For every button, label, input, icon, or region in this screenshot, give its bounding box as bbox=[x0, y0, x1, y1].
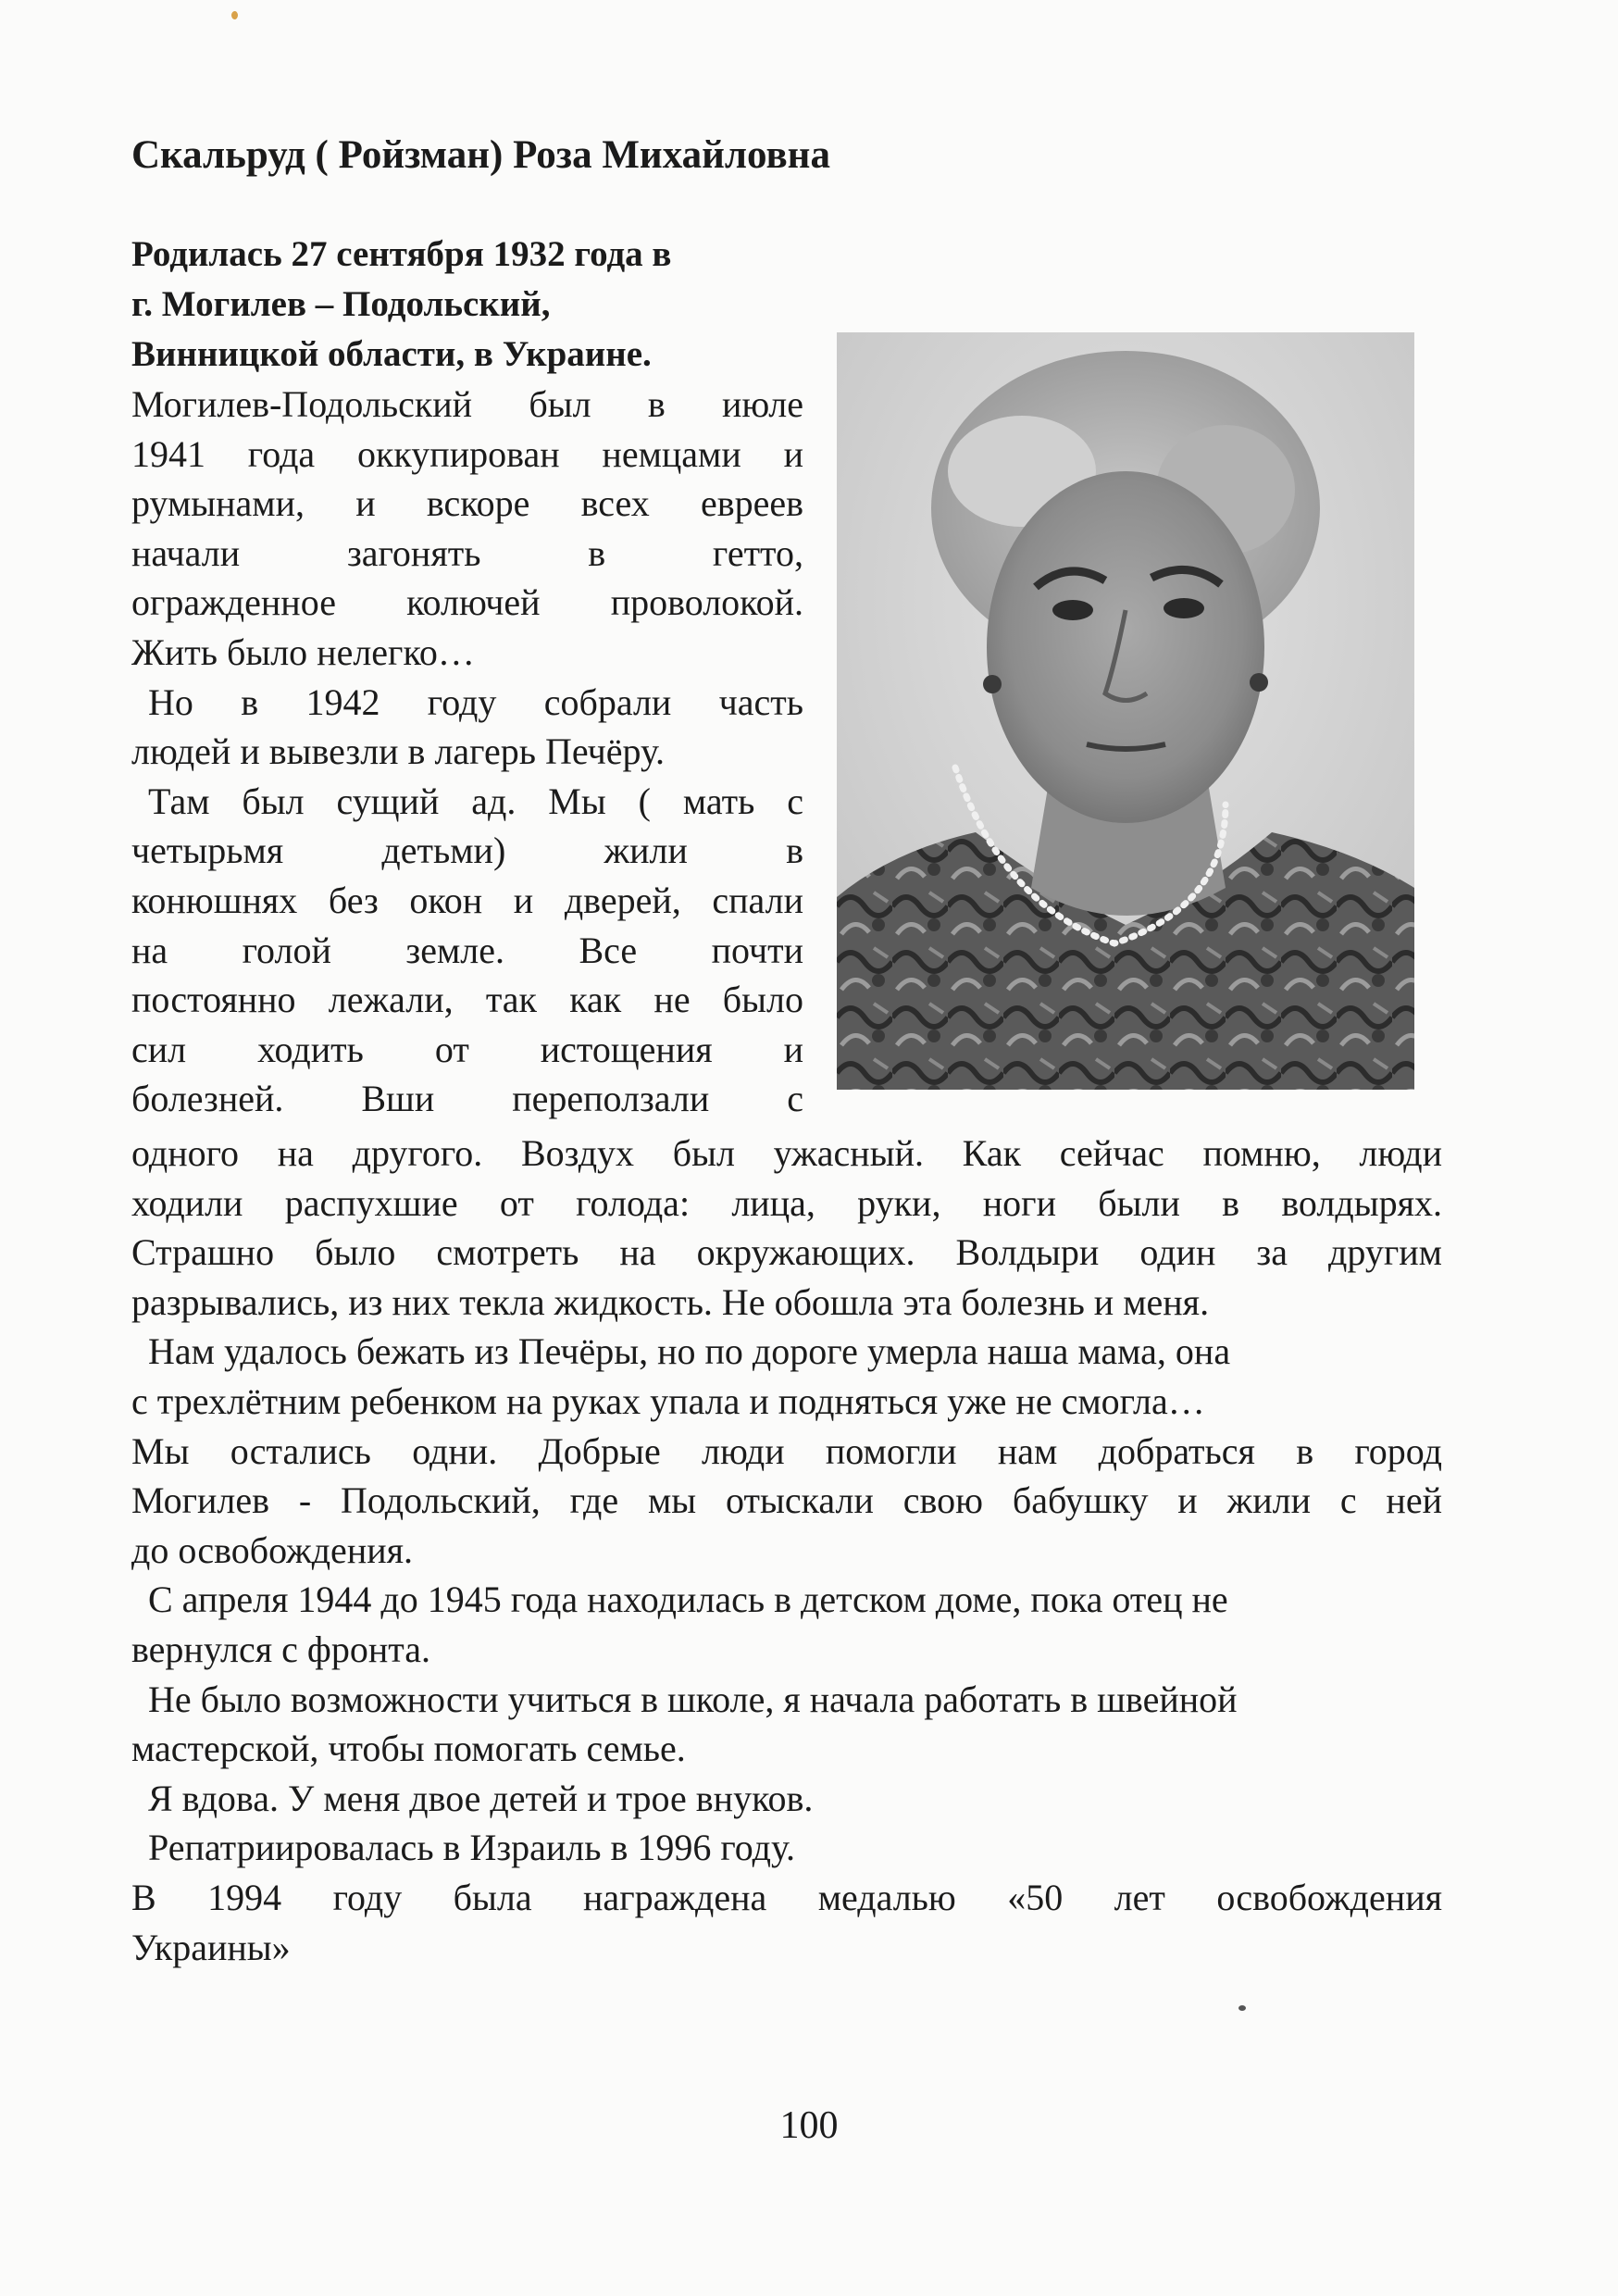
text-line: с трехлётним ребенком на руках упала и подняться уже не смогла… bbox=[131, 1379, 1205, 1422]
text-line: огражденное колючей проволокой. bbox=[131, 581, 803, 624]
text-line: В 1994 году была награждена медалью «50 лет освобождения bbox=[131, 1876, 1442, 1918]
text-line: Украины» bbox=[131, 1926, 291, 1968]
text-line: четырьмя детьми) жили в bbox=[131, 830, 803, 872]
text-line: Нам удалось бежать из Печёры, но по дороге умерла наша мама, она bbox=[148, 1330, 1231, 1373]
text-line: Там был сущий ад. Мы ( мать с bbox=[148, 780, 803, 822]
text-line: конюшнях без окон и дверей, спали bbox=[131, 879, 803, 921]
text-line: Я вдова. У меня двое детей и трое внуков. bbox=[148, 1777, 814, 1819]
text-line: людей и вывезли в лагерь Печёру. bbox=[131, 730, 666, 773]
intro-line: Родилась 27 сентября 1932 года в bbox=[131, 234, 672, 274]
text-line: С апреля 1944 до 1945 года находилась в детском доме, пока отец не bbox=[148, 1578, 1228, 1621]
page-number: 100 bbox=[779, 2104, 839, 2147]
text-line: вернулся с фронта. bbox=[131, 1628, 430, 1670]
text-line: мастерской, чтобы помогать семье. bbox=[131, 1728, 686, 1770]
text-line: одного на другого. Воздух был ужасный. Как сейчас помню, люди bbox=[131, 1132, 1442, 1174]
intro-block bbox=[131, 230, 807, 380]
text-line: разрывались, из них текла жидкость. Не обошла эта болезнь и меня. bbox=[131, 1280, 1210, 1323]
text-line: Могилев-Подольский был в июле bbox=[131, 383, 803, 425]
text-line: Мы остались одни. Добрые люди помогли нам добраться в город bbox=[131, 1429, 1442, 1472]
text-line: сил ходить от истощения и bbox=[131, 1028, 803, 1070]
text-line: Но в 1942 году собрали часть bbox=[148, 680, 803, 723]
portrait-photo bbox=[837, 332, 1414, 1090]
text-line: Репатриировалась в Израиль в 1996 году. bbox=[148, 1827, 795, 1869]
text-line: болезней. Вши переползали с bbox=[131, 1078, 803, 1120]
wide-text-block bbox=[131, 1129, 1442, 1972]
text-line: 1941 года оккупирован немцами и bbox=[131, 432, 803, 475]
text-line: начали загонять в гетто, bbox=[131, 531, 803, 574]
text-line: постоянно лежали, так как не было bbox=[131, 979, 803, 1021]
text-line: ходили распухшие от голода: лица, руки, ноги были в волдырях. bbox=[131, 1181, 1442, 1224]
text-line: до освобождения. bbox=[131, 1529, 414, 1571]
text-line: Страшно было смотреть на окружающих. Волдыри один за другим bbox=[131, 1231, 1442, 1274]
text-line: на голой земле. Все почти bbox=[131, 929, 803, 971]
intro-line: Винницкой области, в Украине. bbox=[131, 334, 652, 374]
text-line: Жить было нелегко… bbox=[131, 630, 475, 673]
scan-speck bbox=[1238, 2005, 1246, 2011]
text-line: румынами, и вскоре всех евреев bbox=[131, 482, 803, 525]
text-line: Не было возможности учиться в школе, я начала работать в швейной bbox=[148, 1678, 1238, 1720]
intro-line: г. Могилев – Подольский, bbox=[131, 284, 551, 324]
page-title: Скальруд ( Ройзман) Роза Михайловна bbox=[131, 133, 830, 177]
narrow-text-column bbox=[131, 380, 803, 1124]
text-line: Могилев - Подольский, где мы отыскали свою бабушку и жили с ней bbox=[131, 1479, 1442, 1522]
scan-speck bbox=[231, 11, 238, 19]
